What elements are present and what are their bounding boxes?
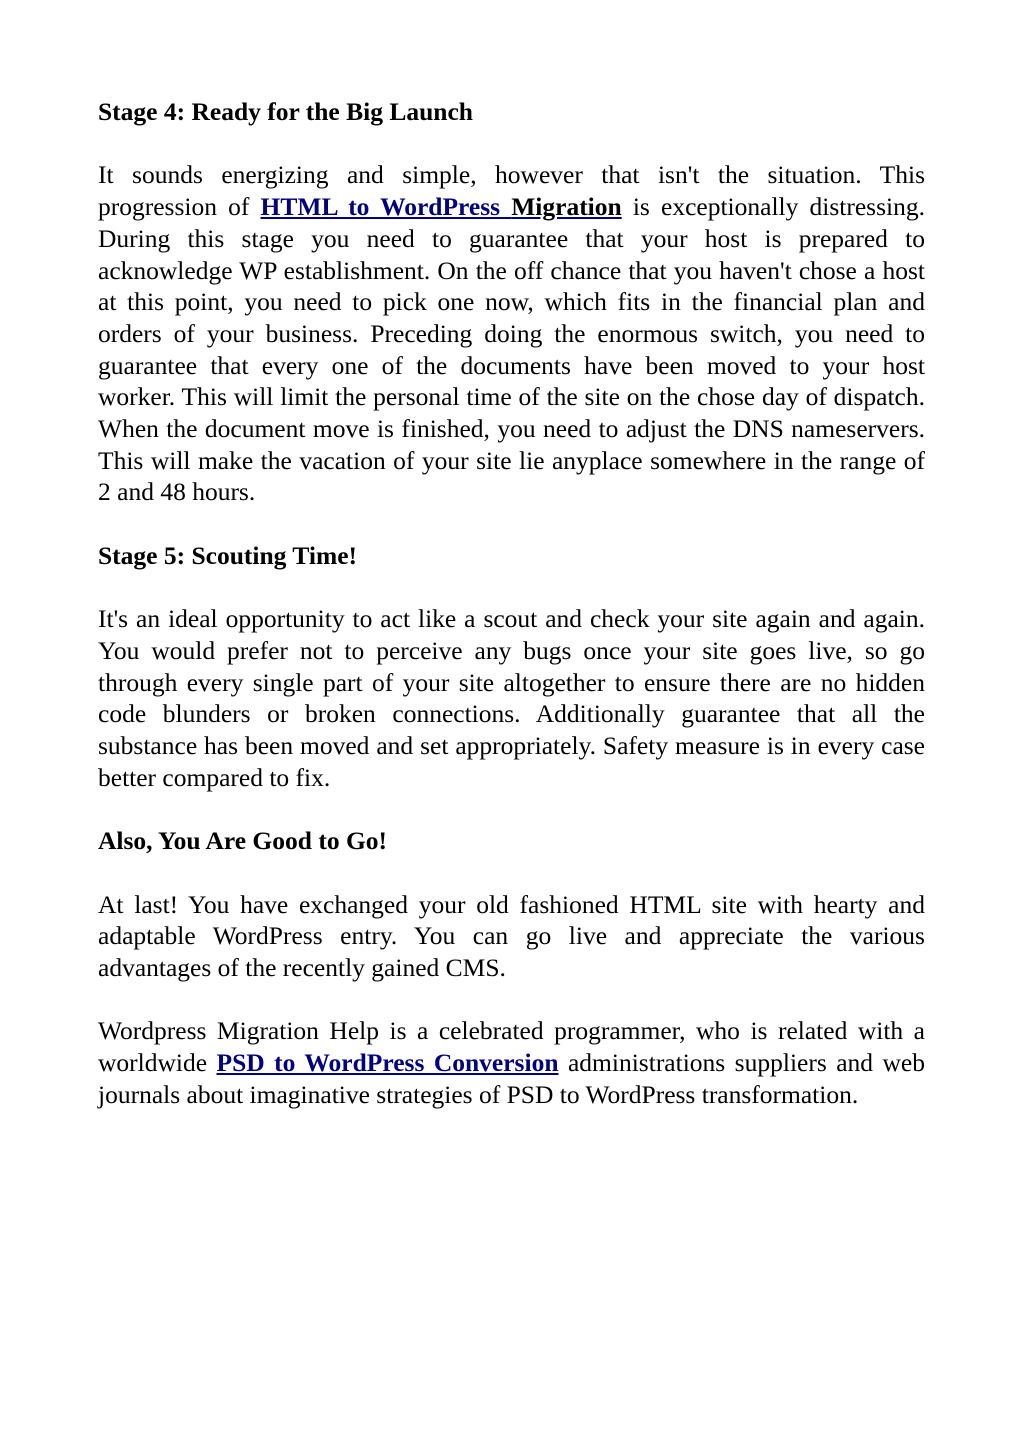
paragraph-text: is exceptionally distressing. During this stage you need to guarantee that your host is prepared to acknowledge WP establishment. On the off chance that you haven't chose a host at this point, you need to pick one now, which fits in the financial plan and orders of your business. Preceding doing the enormous switch, you need to guarantee that every one of the documents have been moved to your host worker. This will limit the personal time of the site on the chose day of dispatch. When the document move is finished, you need to adjust the DNS nameservers. This will make the vacation of your site lie anyplace somewhere in the range of 2 and 48 hours. [98, 192, 925, 507]
document-page [98, 96, 925, 1110]
spacer [98, 793, 925, 825]
html-to-wordpress-migration-link[interactable] [261, 192, 622, 221]
paragraph-text: It sounds energizing and simple, however that isn't the situation. This progression of [98, 160, 925, 222]
psd-to-wordpress-conversion-link[interactable]: PSD to WordPress Conversion [216, 1048, 559, 1077]
link-text: HTML to WordPress [260, 192, 512, 222]
paragraph-text: Wordpress Migration Help is a celebrated programmer, who is related with a worldwide [98, 1016, 925, 1077]
spacer [98, 857, 925, 889]
paragraph-stage-4 [98, 159, 925, 508]
section-heading-stage-4: Stage 4: Ready for the Big Launch [98, 97, 473, 126]
spacer [98, 128, 925, 160]
spacer [98, 508, 925, 540]
author-bio [98, 1015, 925, 1110]
section-heading-good-to-go: Also, You Are Good to Go! [98, 826, 388, 856]
spacer [98, 984, 925, 1016]
paragraph-stage-5: It's an ideal opportunity to act like a scout and check your site again and again. You would prefer not to perceive any bugs once your site goes live, so go through every single part of your site altogether to ensure there are no hidden code blunders or broken connections. Additionally guarantee that all the substance has been moved and set appropriately. Safety measure is in every case better compared to fix. [98, 604, 925, 792]
paragraph-text: administrations suppliers and web journals about imaginative strategies of PSD to WordPress transformation. [98, 1048, 925, 1109]
spacer [98, 572, 925, 604]
link-text-tail: Migration [511, 192, 622, 222]
section-heading-stage-5: Stage 5: Scouting Time! [98, 540, 358, 570]
paragraph-good-to-go: At last! You have exchanged your old fashioned HTML site with hearty and adaptable WordPress entry. You can go live and appreciate the various advantages of the recently gained CMS. [98, 889, 925, 982]
